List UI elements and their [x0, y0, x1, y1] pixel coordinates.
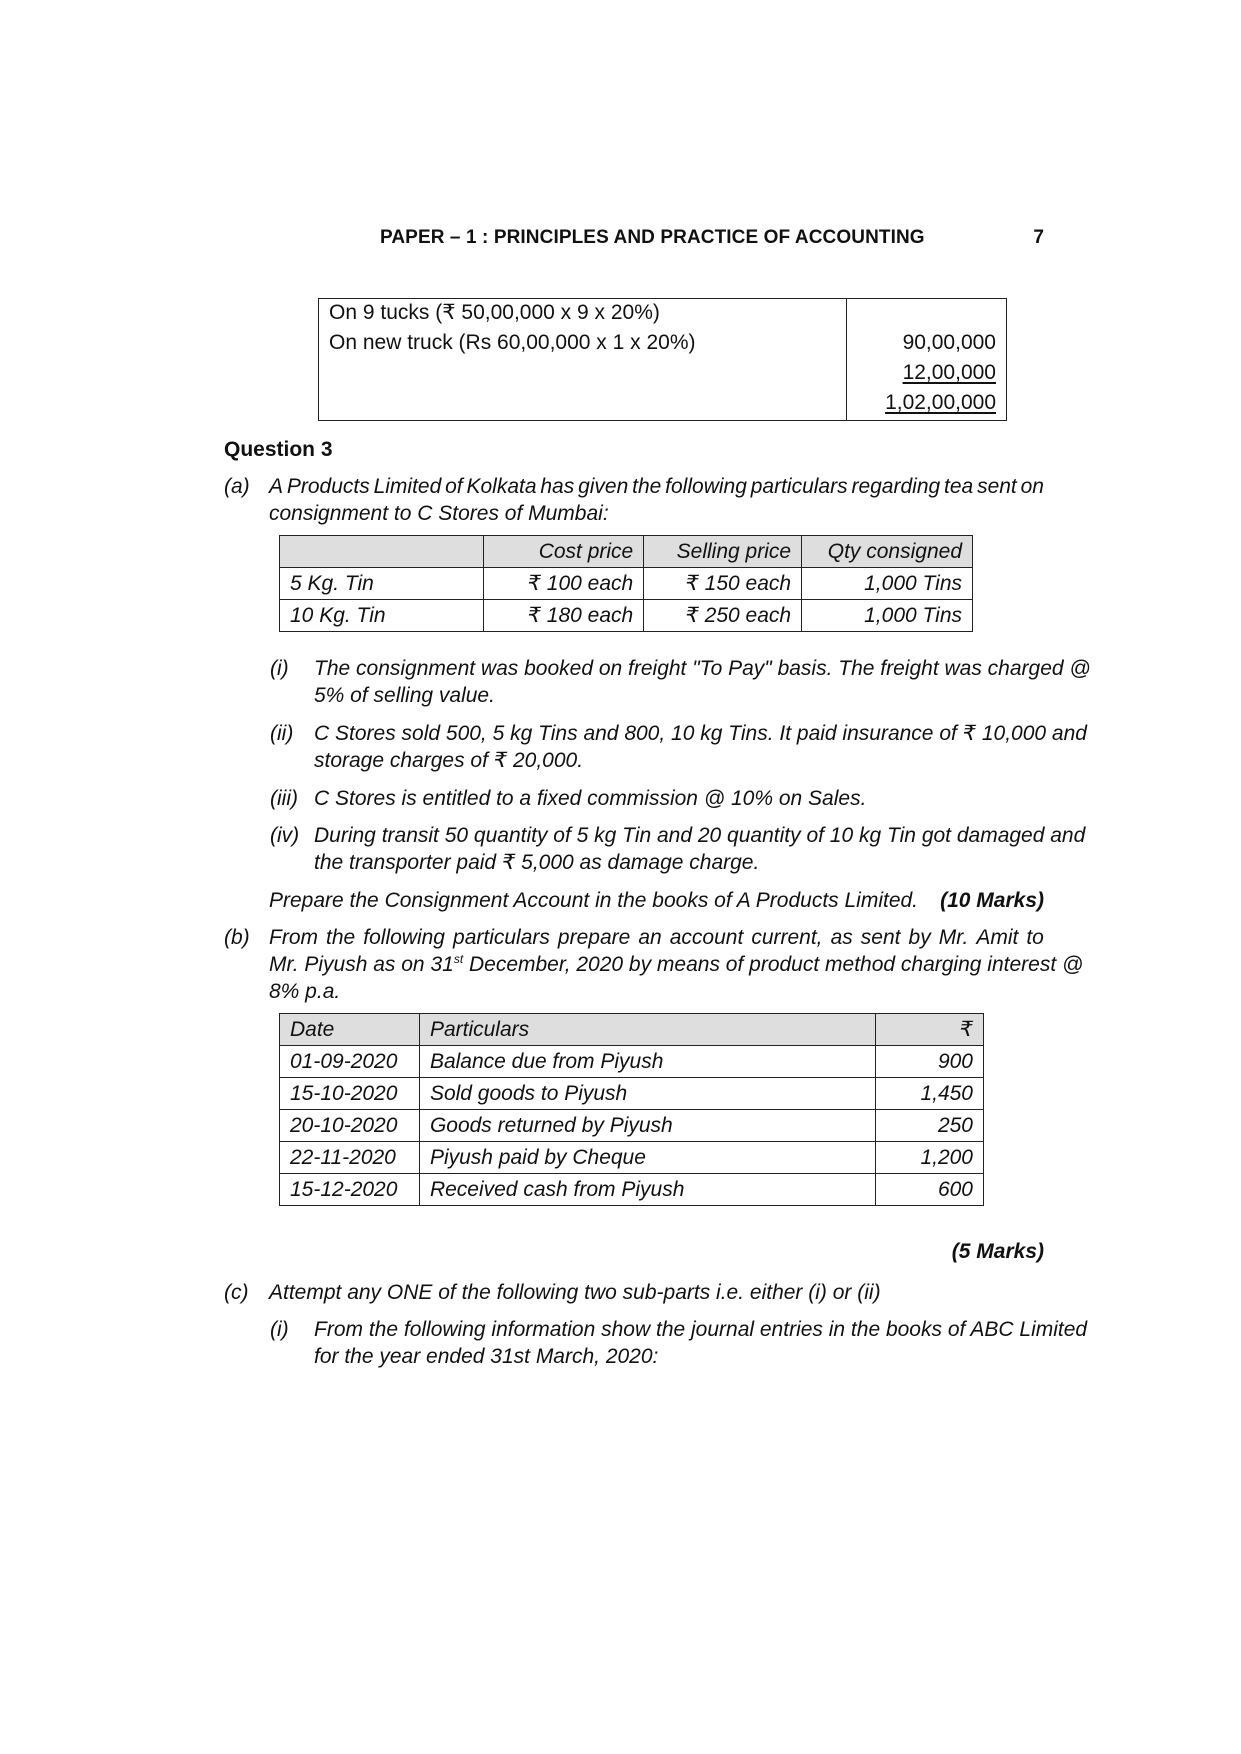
depreciation-table	[318, 298, 1007, 421]
table-header-row	[280, 536, 973, 568]
row-date: 22-11-2020	[280, 1142, 420, 1174]
part-a-intro-line2: consignment to C Stores of Mumbai:	[269, 502, 609, 525]
row-date: 20-10-2020	[280, 1110, 420, 1142]
row-amount: 1,450	[876, 1078, 984, 1110]
part-a-intro	[269, 473, 1044, 527]
part-c-sub-line2: for the year ended 31st March, 2020:	[314, 1345, 659, 1368]
word: sent	[860, 926, 901, 949]
depreciation-amount-1: 90,00,000	[902, 331, 996, 354]
part-b-line2-post: December, 2020 by means of product method charging interest @	[463, 953, 1084, 976]
part-a-label: (a)	[224, 475, 250, 498]
part-b-line3: 8% p.a.	[269, 980, 341, 1003]
row-amount: 1,200	[876, 1142, 984, 1174]
word: has	[540, 475, 575, 498]
row-particulars: Received cash from Piyush	[419, 1174, 875, 1206]
consignment-table	[279, 535, 973, 632]
qty-consigned: 1,000 Tins	[802, 600, 973, 632]
table-row	[280, 1174, 984, 1206]
part-b-label: (b)	[224, 926, 250, 949]
superscript-st: st	[453, 952, 464, 966]
part-c-sub-label: (i)	[270, 1318, 289, 1341]
question-title: Question 3	[224, 438, 333, 461]
part-b-line1	[269, 924, 1044, 951]
word: an	[638, 926, 662, 949]
item-iv-label: (iv)	[270, 824, 300, 847]
row-particulars: Piyush paid by Cheque	[419, 1142, 875, 1174]
header-qty-consigned: Qty consigned	[802, 536, 973, 568]
row-date: 01-09-2020	[280, 1046, 420, 1078]
item-i-line1: The consignment was booked on freight "To Pay" basis. The freight was charged @	[314, 657, 1091, 680]
account-current-table	[279, 1013, 984, 1206]
cost-price: ₹ 100 each	[484, 568, 644, 600]
row-particulars: Sold goods to Piyush	[419, 1078, 875, 1110]
part-b-marks: (5 Marks)	[951, 1240, 1044, 1263]
page-header-title: PAPER – 1 : PRINCIPLES AND PRACTICE OF ACCOUNTING	[380, 227, 925, 248]
word: prepare	[557, 926, 631, 949]
header-date: Date	[280, 1014, 420, 1046]
tin-size: 10 Kg. Tin	[280, 600, 484, 632]
table-row	[280, 1046, 984, 1078]
row-particulars: Goods returned by Piyush	[419, 1110, 875, 1142]
word: on	[1020, 475, 1044, 498]
selling-price: ₹ 150 each	[644, 568, 802, 600]
item-iv-line1: During transit 50 quantity of 5 kg Tin and 20 quantity of 10 kg Tin got damaged and	[314, 824, 1086, 847]
header-particulars: Particulars	[419, 1014, 875, 1046]
word: by	[908, 926, 931, 949]
part-a-intro-line1	[269, 473, 1044, 500]
part-a-marks: (10 Marks)	[940, 889, 1044, 912]
word: following	[665, 475, 747, 498]
table-row	[280, 1110, 984, 1142]
word: tea	[944, 475, 974, 498]
header-cell-blank	[280, 536, 484, 568]
item-ii-line1: C Stores sold 500, 5 kg Tins and 800, 10 kg Tins. It paid insurance of ₹ 10,000 and	[314, 722, 1087, 745]
item-i-line2: 5% of selling value.	[314, 684, 495, 707]
part-c-sub-line1: From the following information show the journal entries in the books of ABC Limited	[314, 1318, 1088, 1341]
item-ii-text	[314, 720, 1087, 774]
word: From	[269, 926, 318, 949]
header-cost-price: Cost price	[484, 536, 644, 568]
item-iv-text	[314, 822, 1086, 876]
word: following	[363, 926, 445, 949]
word: account	[669, 926, 744, 949]
part-c-label: (c)	[224, 1281, 249, 1304]
table-row	[280, 600, 973, 632]
word: the	[326, 926, 356, 949]
word: Limited	[373, 475, 442, 498]
depreciation-line-1: On 9 tucks (₹ 50,00,000 x 9 x 20%)	[329, 301, 660, 324]
item-iii-label: (iii)	[270, 787, 298, 810]
part-c-sub-text	[314, 1316, 1088, 1370]
tin-size: 5 Kg. Tin	[280, 568, 484, 600]
word: given	[578, 475, 629, 498]
header-rupee: ₹	[876, 1014, 984, 1046]
item-i-text	[314, 655, 1091, 709]
row-amount: 250	[876, 1110, 984, 1142]
row-date: 15-12-2020	[280, 1174, 420, 1206]
table-row	[280, 1142, 984, 1174]
word: particulars	[453, 926, 550, 949]
page-number: 7	[1033, 227, 1044, 248]
word: Products	[286, 475, 370, 498]
cost-price: ₹ 180 each	[484, 600, 644, 632]
item-iv-line2: the transporter paid ₹ 5,000 as damage charge.	[314, 851, 760, 874]
item-i-label: (i)	[270, 657, 289, 680]
word: to	[1026, 926, 1044, 949]
word: Mr.	[938, 926, 969, 949]
header-selling-price: Selling price	[644, 536, 802, 568]
item-ii-label: (ii)	[270, 722, 294, 745]
item-iii-line1: C Stores is entitled to a fixed commission @ 10% on Sales.	[314, 787, 867, 810]
row-amount: 600	[876, 1174, 984, 1206]
depreciation-amount-2: 12,00,000	[902, 361, 996, 384]
table-divider	[846, 299, 847, 420]
part-a-instruction: Prepare the Consignment Account in the books of A Products Limited.	[269, 889, 919, 912]
row-amount: 900	[876, 1046, 984, 1078]
part-b-text	[269, 924, 1084, 1005]
table-row	[280, 568, 973, 600]
part-b-line2	[269, 951, 1084, 978]
word: of	[445, 475, 463, 498]
selling-price: ₹ 250 each	[644, 600, 802, 632]
word: Kolkata	[466, 475, 537, 498]
word: Amit	[976, 926, 1019, 949]
word: current,	[751, 926, 823, 949]
table-row	[280, 1078, 984, 1110]
word: sent	[977, 475, 1017, 498]
word: regarding	[851, 475, 941, 498]
word: the	[632, 475, 662, 498]
word: as	[830, 926, 853, 949]
depreciation-line-2: On new truck (Rs 60,00,000 x 1 x 20%)	[329, 331, 696, 354]
part-b-line2-pre: Mr. Piyush as on 31	[269, 953, 454, 976]
row-date: 15-10-2020	[280, 1078, 420, 1110]
row-particulars: Balance due from Piyush	[419, 1046, 875, 1078]
word: A	[269, 475, 284, 498]
part-c-line1: Attempt any ONE of the following two sub-parts i.e. either (i) or (ii)	[269, 1281, 881, 1304]
table-header-row	[280, 1014, 984, 1046]
depreciation-total: 1,02,00,000	[885, 391, 996, 414]
qty-consigned: 1,000 Tins	[802, 568, 973, 600]
item-ii-line2: storage charges of ₹ 20,000.	[314, 749, 584, 772]
word: particulars	[750, 475, 848, 498]
